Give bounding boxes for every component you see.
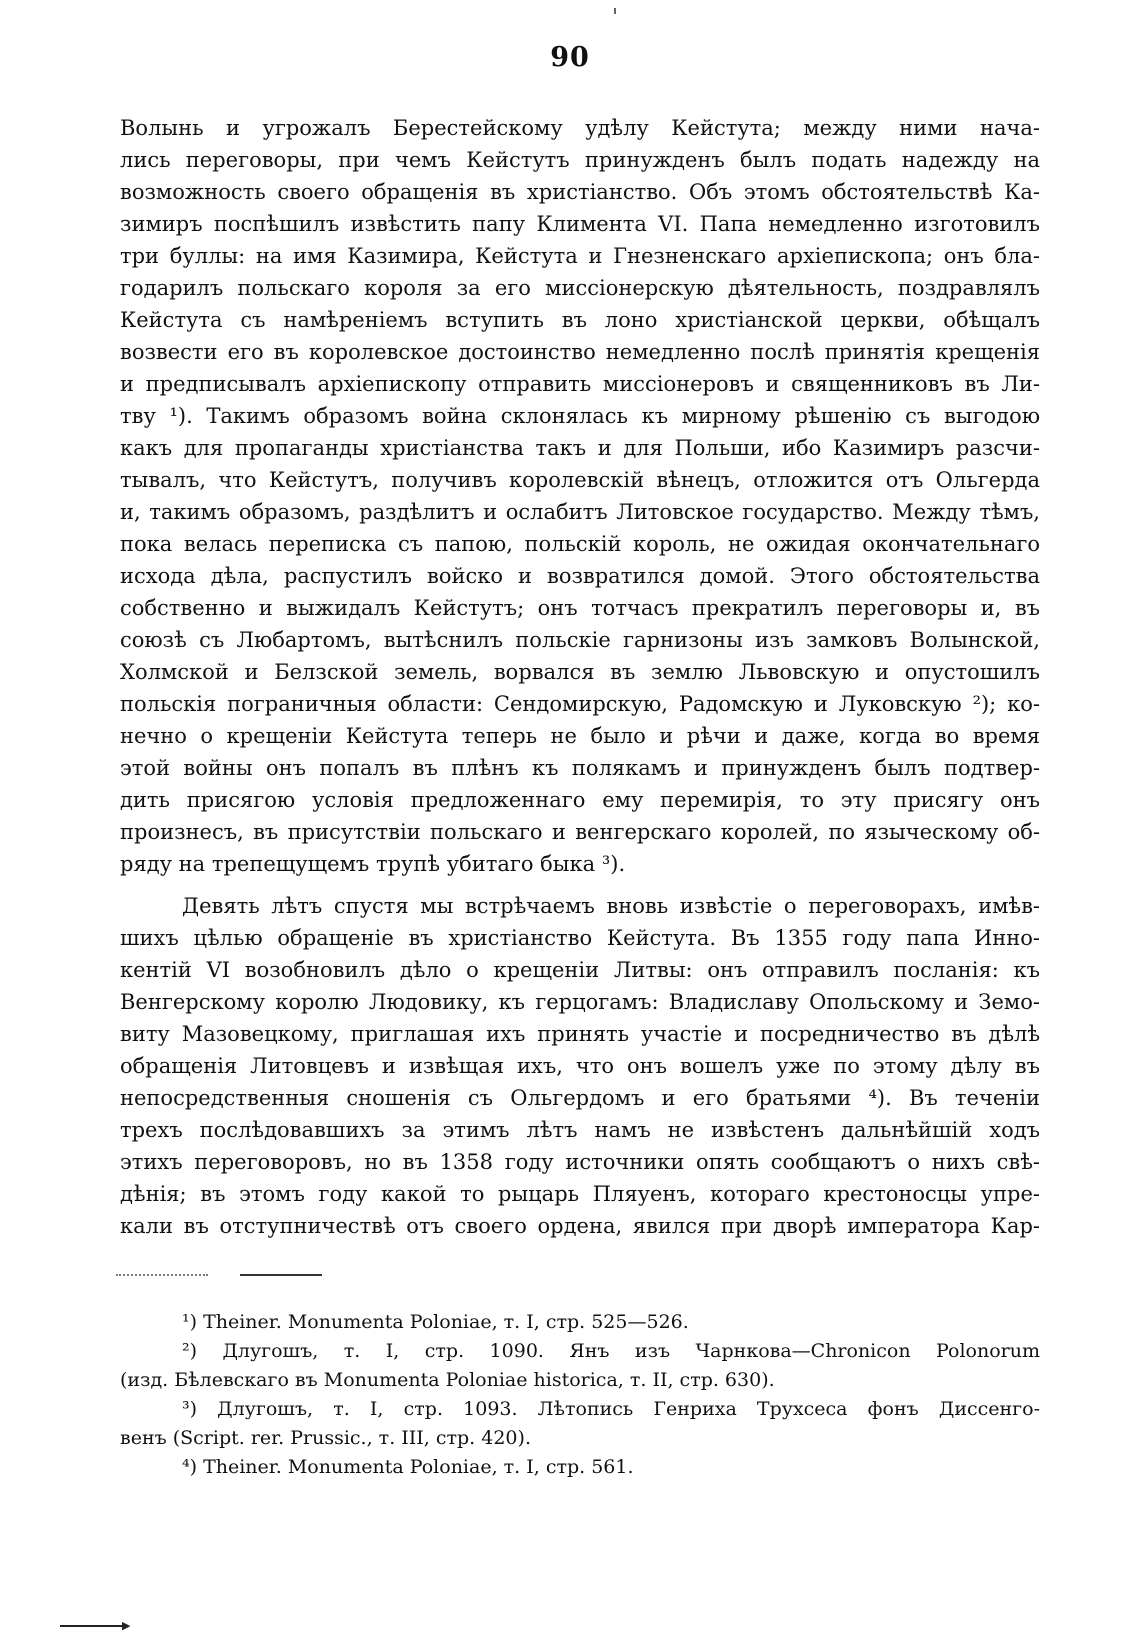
footnote-line: венъ (Script. rer. Prussic., т. III, стр. 420).: [120, 1427, 531, 1449]
footnote-line: ³) Длугошъ, т. I, стр. 1093. Лѣтопись Генриха Трухсеса фонъ Диссенго-: [182, 1398, 1040, 1420]
text-line: дѣнія; въ этомъ году какой то рыцарь Пляуенъ, котораго крестоносцы упре-: [120, 1182, 1040, 1206]
separator-dotted-rule: [116, 1274, 208, 1276]
text-line: нечно о крещеніи Кейстута теперь не было и рѣчи и даже, когда во время: [120, 724, 1040, 748]
text-line: пока велась переписка съ папою, польскій король, не ожидая окончательнаго: [120, 532, 1040, 556]
text-line: три буллы: на имя Казимира, Кейстута и Гнезненскаго архіепископа; онъ бла-: [120, 244, 1040, 268]
text-line: и предписывалъ архіепископу отправить миссіонеровъ и священниковъ въ Ли-: [120, 372, 1040, 396]
text-line: собственно и выжидалъ Кейстутъ; онъ тотчасъ прекратилъ переговоры и, въ: [120, 596, 1040, 620]
text-line: Кейстута съ намѣреніемъ вступить въ лоно христіанской церкви, обѣщалъ: [120, 308, 1040, 332]
text-line: возможность своего обращенія въ христіанство. Объ этомъ обстоятельствѣ Ка-: [120, 180, 1040, 204]
separator-solid-rule: [240, 1274, 322, 1276]
footnote-line: ²) Длугошъ, т. I, стр. 1090. Янъ изъ Чарнкова—Chronicon Polonorum: [182, 1340, 1040, 1362]
text-line: непосредственныя сношенія съ Ольгердомъ и его братьями ⁴). Въ теченіи: [120, 1086, 1040, 1110]
main-text: [120, 112, 1040, 1242]
text-line: союзѣ съ Любартомъ, вытѣснилъ польскіе гарнизоны изъ замковъ Волынской,: [120, 628, 1040, 652]
text-line: Венгерскому королю Людовику, къ герцогамъ: Владиславу Опольскому и Земо-: [120, 990, 1040, 1014]
footnote-separator: [116, 1268, 316, 1282]
paragraph-2: [120, 890, 1040, 1242]
text-line: и, такимъ образомъ, раздѣлитъ и ослабитъ Литовское государство. Между тѣмъ,: [120, 500, 1040, 524]
text-line: годарилъ польскаго короля за его миссіонерскую дѣятельность, поздравлялъ: [120, 276, 1040, 300]
footnote-line: ⁴) Theiner. Monumenta Poloniae, т. I, стр. 561.: [182, 1456, 634, 1478]
footnote-line: (изд. Бѣлевскаго въ Monumenta Poloniae historica, т. II, стр. 630).: [120, 1369, 775, 1391]
text-line: виту Мазовецкому, приглашая ихъ принять участіе и посредничество въ дѣлѣ: [120, 1022, 1040, 1046]
page-edge-mark: [614, 8, 616, 14]
text-line: Волынь и угрожалъ Берестейскому удѣлу Кейстута; между ними нача-: [120, 116, 1040, 140]
text-line: шихъ цѣлью обращеніе въ христіанство Кейстута. Въ 1355 году папа Инно-: [120, 926, 1040, 950]
paragraph-1: [120, 112, 1040, 880]
text-line: исхода дѣла, распустилъ войско и возвратился домой. Этого обстоятельства: [120, 564, 1040, 588]
text-line: кентій VI возобновилъ дѣло о крещеніи Литвы: онъ отправилъ посланія: къ: [120, 958, 1040, 982]
text-line: дить присягою условія предложеннаго ему перемирія, то эту присягу онъ: [120, 788, 1040, 812]
text-line: трехъ послѣдовавшихъ за этимъ лѣтъ намъ не извѣстенъ дальнѣйшій ходъ: [120, 1118, 1040, 1142]
page-number: 90: [550, 42, 590, 73]
text-line: тву ¹). Такимъ образомъ война склонялась къ мирному рѣшенію съ выгодою: [120, 404, 1040, 428]
text-line: зимиръ поспѣшилъ извѣстить папу Климента VI. Папа немедленно изготовилъ: [120, 212, 1040, 236]
text-line: польскія пограничныя области: Сендомирскую, Радомскую и Луковскую ²); ко-: [120, 692, 1040, 716]
arrow-shaft: [60, 1625, 126, 1627]
arrow-head: ▶: [122, 1619, 131, 1632]
text-line: ряду на трепещущемъ трупѣ убитаго быка ³).: [120, 852, 626, 876]
text-line: лись переговоры, при чемъ Кейстутъ принужденъ былъ подать надежду на: [120, 148, 1040, 172]
text-line: обращенія Литовцевъ и извѣщая ихъ, что онъ вошелъ уже по этому дѣлу въ: [120, 1054, 1040, 1078]
text-line: Холмской и Белзской земель, ворвался въ землю Львовскую и опустошилъ: [120, 660, 1040, 684]
text-line: какъ для пропаганды христіанства такъ и для Польши, ибо Казимиръ разсчи-: [120, 436, 1040, 460]
text-line: этой войны онъ попалъ въ плѣнъ къ полякамъ и принужденъ былъ подтвер-: [120, 756, 1040, 780]
arrow-mark-icon: [60, 1620, 132, 1630]
footnote-line: ¹) Theiner. Monumenta Poloniae, т. I, стр. 525—526.: [182, 1311, 689, 1333]
text-line: Девять лѣтъ спустя мы встрѣчаемъ вновь извѣстіе о переговорахъ, имѣв-: [182, 894, 1040, 918]
text-line: этихъ переговоровъ, но въ 1358 году источники опять сообщаютъ о нихъ свѣ-: [120, 1150, 1040, 1174]
text-line: возвести его въ королевское достоинство немедленно послѣ принятія крещенія: [120, 340, 1040, 364]
text-line: произнесъ, въ присутствіи польскаго и венгерскаго королей, по языческому об-: [120, 820, 1040, 844]
text-line: кали въ отступничествѣ отъ своего ордена, явился при дворѣ императора Кар-: [120, 1214, 1040, 1238]
footnotes: [120, 1308, 1040, 1482]
text-line: тывалъ, что Кейстутъ, получивъ королевскій вѣнецъ, отложится отъ Ольгерда: [120, 468, 1040, 492]
